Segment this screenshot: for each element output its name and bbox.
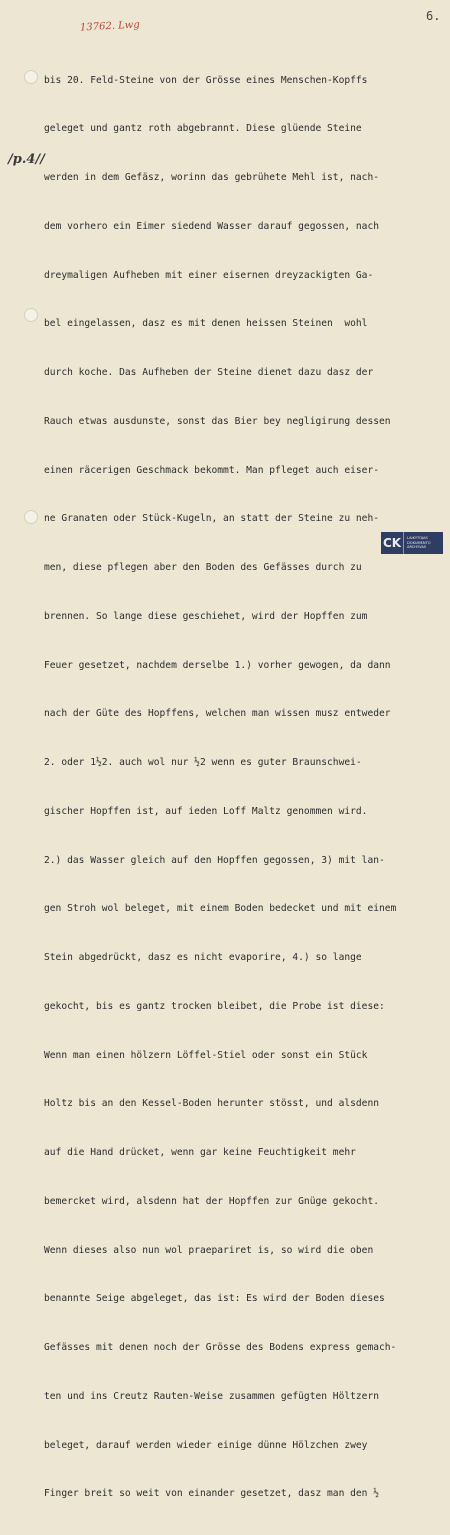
text-line: nach der Güte des Hopffens, welchen man wissen musz entweder <box>44 708 391 720</box>
stamp-line: DOKUMENTO <box>407 540 431 545</box>
text-line: dreymaligen Aufheben mit einer eisernen dreyzackigten Ga- <box>44 269 374 281</box>
text-line: bis 20. Feld-Steine von der Grösse eines Menschen-Kopffs <box>44 74 368 86</box>
text-line: Rauch etwas ausdunste, sonst das Bier bey negligirung dessen <box>44 415 391 427</box>
text-line: Gefässes mit denen noch der Grösse des Bodens express gemach- <box>44 1342 397 1353</box>
typed-text-body <box>44 40 444 1535</box>
text-line: geleget und gantz roth abgebrannt. Diese glüende Steine <box>44 123 362 135</box>
text-line: bel eingelassen, dasz es mit denen heissen Steinen wohl <box>44 318 368 330</box>
text-line: werden in dem Gefäsz, worinn das gebrühete Mehl ist, nach- <box>44 172 380 183</box>
punch-hole <box>24 510 38 524</box>
text-line: men, diese pflegen aber den Boden des Gefässes durch zu <box>44 562 362 573</box>
text-line: brennen. So lange diese geschiehet, wird der Hopffen zum <box>44 610 368 622</box>
text-line: gischer Hopffen ist, auf ieden Loff Maltz genommen wird. <box>44 805 368 817</box>
margin-note: /p.4// <box>8 152 45 167</box>
text-line: gekocht, bis es gantz trocken bleibet, die Probe ist diese: <box>44 1000 385 1012</box>
archive-stamp <box>381 532 443 554</box>
text-line: Wenn dieses also nun wol praepariret is, so wird die oben <box>44 1244 374 1256</box>
text-line: gen Stroh wol beleget, mit einem Boden bedecket und mit einem <box>44 903 397 915</box>
punch-hole <box>24 308 38 322</box>
text-line: 2. oder 1½2. auch wol nur ½2 wenn es guter Braunschwei- <box>44 757 362 768</box>
text-line: Finger breit so weit von einander gesetzet, dasz man den ½ <box>44 1488 380 1500</box>
text-line: Feuer gesetzet, nachdem derselbe 1.) vorher gewogen, da dann <box>44 659 391 671</box>
text-line: benannte Seige abgeleget, das ist: Es wird der Boden dieses <box>44 1293 385 1305</box>
text-line: Holtz bis an den Kessel-Boden herunter stösst, und alsdenn <box>44 1098 380 1110</box>
text-line: ten und ins Creutz Rauten-Weise zusammen gefügten Höltzern <box>44 1390 380 1402</box>
text-line: durch koche. Das Aufheben der Steine dienet dazu dasz der <box>44 367 374 378</box>
punch-hole <box>24 70 38 84</box>
text-line: Wenn man einen hölzern Löffel-Stiel oder sonst ein Stück <box>44 1049 368 1061</box>
archive-note: 13762. Lwg <box>79 19 141 34</box>
text-line: Stein abgedrückt, dasz es nicht evaporire, 4.) so lange <box>44 952 362 963</box>
text-line: dem vorhero ein Eimer siedend Wasser darauf gegossen, nach <box>44 220 380 232</box>
text-line: bemercket wird, alsdenn hat der Hopffen zur Gnüge gekocht. <box>44 1195 380 1207</box>
archive-logo-icon: CK <box>381 532 404 554</box>
text-line: beleget, darauf werden wieder einige dünne Hölzchen zwey <box>44 1439 368 1451</box>
text-line: ne Granaten oder Stück-Kugeln, an statt der Steine zu neh- <box>44 513 380 525</box>
page-number: 6. <box>426 9 441 23</box>
text-line: 2.) das Wasser gleich auf den Hopffen gegossen, 3) mit lan- <box>44 854 385 866</box>
stamp-line: LAIKYTOJAS <box>407 536 428 541</box>
text-line: auf die Hand drücket, wenn gar keine Feuchtigkeit mehr <box>44 1147 356 1158</box>
stamp-text <box>404 536 443 550</box>
text-line: einen räcerigen Geschmack bekommt. Man pfleget auch eiser- <box>44 464 380 476</box>
stamp-line: ARCHYVAS <box>407 545 427 550</box>
